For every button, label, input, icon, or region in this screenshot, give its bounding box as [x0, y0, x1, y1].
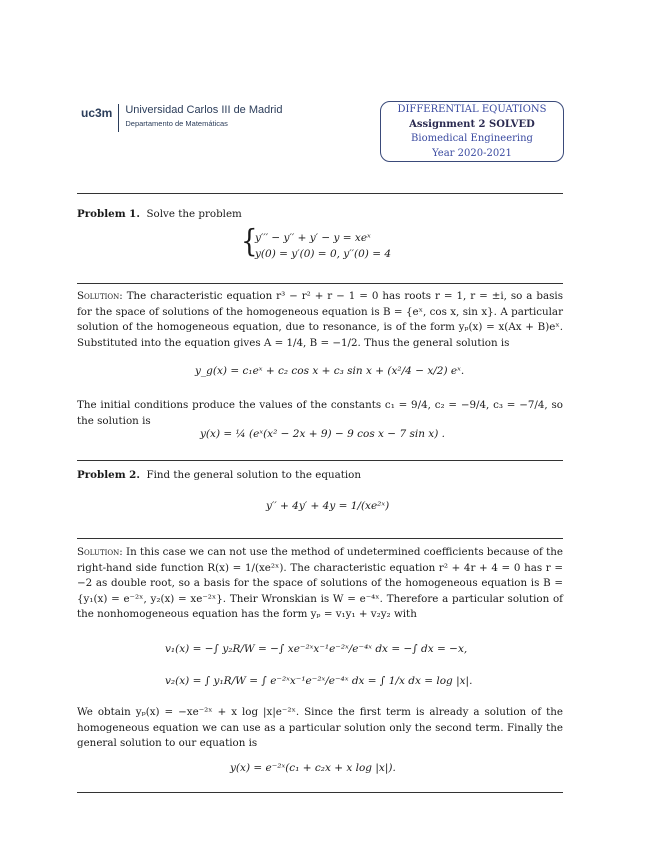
solution-2-paragraph-1 [77, 545, 563, 623]
final-solution-2: y(x) = e⁻²ˣ(c₁ + c₂x + x log |x|). [230, 762, 396, 774]
solution-1-paragraph-1 [77, 289, 563, 351]
problem-1-statement [77, 207, 563, 223]
problem-1-text: Solve the problem [146, 208, 242, 220]
university-logo [81, 104, 282, 140]
v1-equation: v₁(x) = −∫ y₂R/W = −∫ xe⁻²ˣx⁻¹e⁻²ˣ/e⁻⁴ˣ dx = −∫ dx = −x, [165, 643, 468, 655]
solution-1-text-1: The characteristic equation r³ − r² + r − 1 = 0 has roots r = 1, r = ±i, so a basis for the space of solutions of the homogeneous equation is B = {eˣ, cos x, sin x}. A particular solution of the homogeneous equation, due to resonance, is of the form yₚ(x) = x(Ax + B)eˣ. Substituted into the equation gives A = 1/4, B = −1/2. Thus the general solution is [77, 290, 563, 349]
system-brace: { [241, 224, 258, 260]
final-solution-1: y(x) = ¼ (eˣ(x² − 2x + 9) − 9 cos x − 7 sin x) . [200, 428, 445, 440]
program-name: Biomedical Engineering [411, 133, 533, 144]
divider [77, 283, 563, 284]
divider [77, 792, 563, 793]
problem-2-equation: y′′ + 4y′ + 4y = 1/(xe²ˣ) [266, 500, 390, 512]
system-equation-2: y(0) = y′(0) = 0, y′′(0) = 4 [255, 248, 392, 260]
academic-year: Year 2020-2021 [432, 147, 512, 159]
v2-equation: v₂(x) = ∫ y₁R/W = ∫ e⁻²ˣx⁻¹e⁻²ˣ/e⁻⁴ˣ dx = ∫ 1/x dx = log |x|. [165, 675, 473, 687]
department-name: Departamento de Matemáticas [125, 119, 228, 128]
solution-2-paragraph-2: We obtain yₚ(x) = −xe⁻²ˣ + x log |x|e⁻²ˣ. Since the first term is already a solution of the homogeneous equation we can use as a particular solution only the second term. Finally the general solution to our equation is [77, 706, 563, 749]
assignment-title: Assignment 2 SOLVED [409, 118, 535, 130]
general-solution-equation: y_g(x) = c₁eˣ + c₂ cos x + c₃ sin x + (x²/4 − x/2) eˣ. [195, 365, 465, 377]
course-title: DIFFERENTIAL EQUATIONS [397, 104, 547, 115]
problem-2-label: Problem 2. [77, 469, 140, 481]
divider [77, 538, 563, 539]
divider [77, 460, 563, 461]
divider [77, 193, 563, 194]
uc3m-logo-text: uc3m [81, 106, 113, 120]
solution-label: Solution: [77, 290, 123, 302]
system-equation-1: y′′′ − y′′ + y′ − y = xeˣ [255, 232, 371, 244]
university-name: Universidad Carlos III de Madrid [125, 104, 283, 116]
solution-2-text-1: In this case we can not use the method of undetermined coefficients because of the right-hand side function R(x) = 1/(xe²ˣ). The characteristic equation r² + 4r + 4 = 0 has r = −2 as double root, so a basis for the space of solutions of the homogeneous equation is B = {y₁(x) = e⁻²ˣ, y₂(x) = xe⁻²ˣ}. Their Wronskian is W = e⁻⁴ˣ. Therefore a particular solution of the nonhomogeneous equation has the form yₚ = v₁y₁ + v₂y₂ with [77, 546, 563, 620]
solution-1-paragraph-2: The initial conditions produce the values of the constants c₁ = 9/4, c₂ = −9/4, c₃ = −7/4, so the solution is [77, 399, 563, 427]
problem-2-statement [77, 468, 563, 484]
problem-1-label: Problem 1. [77, 208, 140, 220]
logo-separator [118, 104, 119, 132]
course-info-box [380, 101, 564, 162]
problem-2-text: Find the general solution to the equation [146, 469, 361, 481]
solution-label: Solution: [77, 546, 123, 558]
